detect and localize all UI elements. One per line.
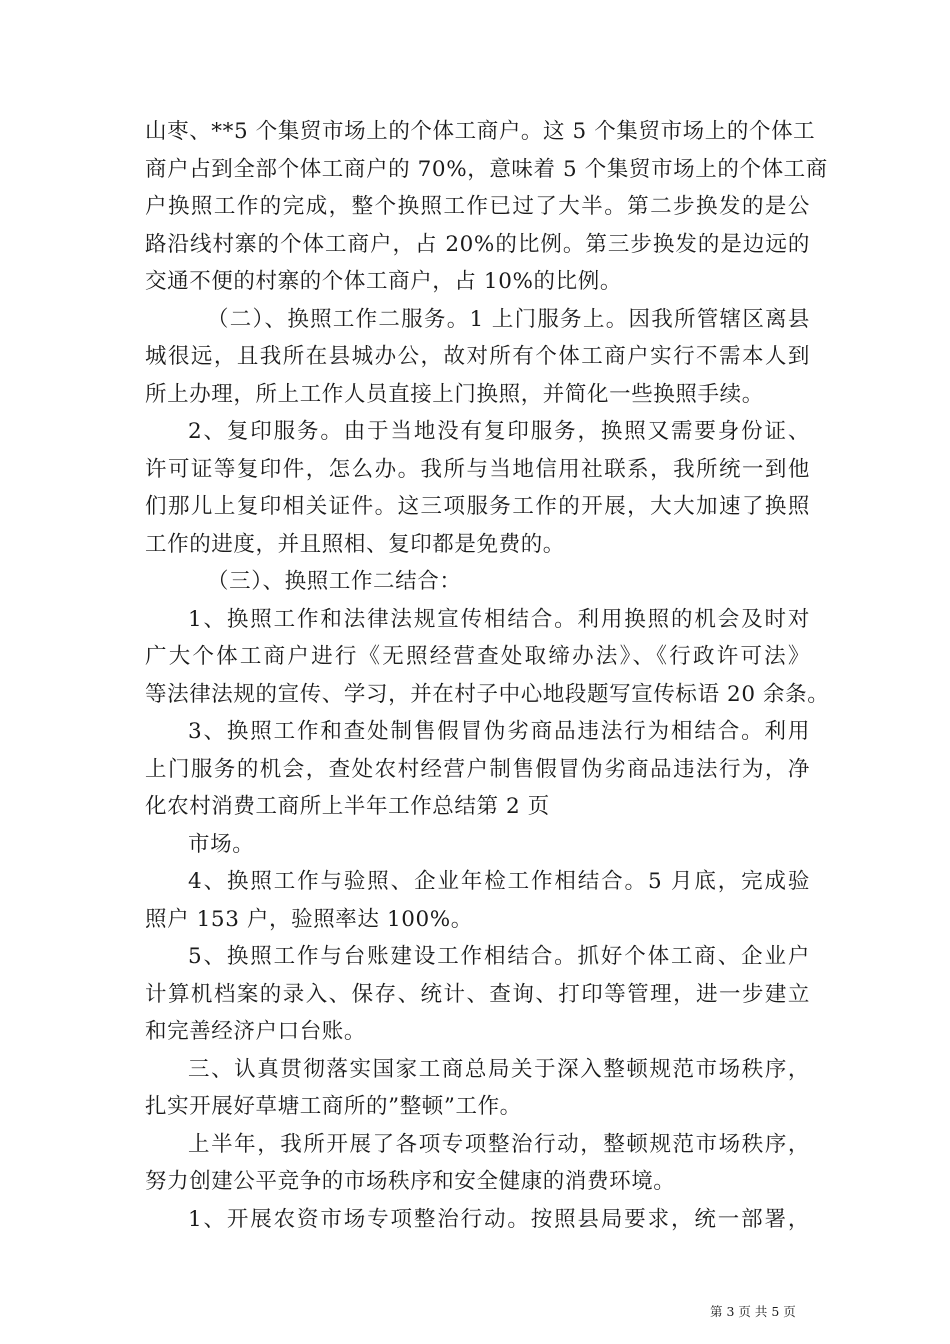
paragraph-line: 户换照工作的完成，整个换照工作已过了大半。第二步换发的是公 <box>145 194 810 219</box>
paragraph-line: 化农村消费工商所上半年工作总结第 2 页 <box>145 794 550 819</box>
paragraph-line: 许可证等复印件，怎么办。我所与当地信用社联系，我所统一到他 <box>145 456 810 482</box>
paragraph-line: 市场。 <box>188 831 255 857</box>
paragraph-line: 交通不便的村寨的个体工商户，占 10%的比例。 <box>145 269 622 294</box>
paragraph-line: 1、换照工作和法律法规宣传相结合。利用换照的机会及时对 <box>188 606 810 632</box>
paragraph-line: 们那儿上复印相关证件。这三项服务工作的开展，大大加速了换照 <box>145 494 810 519</box>
paragraph-line: 山枣、**5 个集贸市场上的个体工商户。这 5 个集贸市场上的个体工 <box>145 119 816 144</box>
paragraph-line: 照户 153 户，验照率达 100%。 <box>145 906 473 932</box>
paragraph-line: 广大个体工商户进行《无照经营查处取缔办法》、《行政许可法》 <box>145 644 810 669</box>
paragraph-line: 努力创建公平竞争的市场秩序和安全健康的消费环境。 <box>145 1169 676 1194</box>
paragraph-line: 所上办理，所上工作人员直接上门换照，并简化一些换照手续。 <box>145 381 764 407</box>
paragraph-line: 城很远，且我所在县城办公，故对所有个体工商户实行不需本人到 <box>145 344 810 369</box>
section-heading: 扎实开展好草塘工商所的”整顿”工作。 <box>145 1094 522 1119</box>
page-number: 第 3 页 共 5 页 <box>710 1304 796 1319</box>
paragraph-line: 计算机档案的录入、保存、统计、查询、打印等管理，进一步建立 <box>145 981 810 1007</box>
section-heading: （三）、换照工作二结合： <box>207 569 462 594</box>
paragraph-line: （二）、换照工作二服务。1 上门服务上。因我所管辖区离县 <box>207 306 810 332</box>
paragraph-line: 上半年，我所开展了各项专项整治行动，整顿规范市场秩序， <box>188 1131 810 1157</box>
paragraph-line: 路沿线村寨的个体工商户，占 20%的比例。第三步换发的是边远的 <box>145 231 810 257</box>
paragraph-line: 和完善经济户口台账。 <box>145 1019 367 1044</box>
document-body <box>145 113 830 1238</box>
paragraph-line: 等法律法规的宣传、学习，并在村子中心地段题写宣传标语 20 余条。 <box>145 681 830 707</box>
paragraph-line: 5、换照工作与台账建设工作相结合。抓好个体工商、企业户 <box>188 944 810 969</box>
paragraph-line: 4、换照工作与验照、企业年检工作相结合。5 月底，完成验 <box>188 869 810 894</box>
paragraph-line: 商户占到全部个体工商户的 70%，意味着 5 个集贸市场上的个体工商 <box>145 156 828 182</box>
paragraph-line: 3、换照工作和查处制售假冒伪劣商品违法行为相结合。利用 <box>188 719 810 744</box>
section-heading: 三、认真贯彻落实国家工商总局关于深入整顿规范市场秩序， <box>188 1056 810 1082</box>
paragraph-line: 1、开展农资市场专项整治行动。按照县局要求，统一部署， <box>188 1206 810 1232</box>
paragraph-line: 上门服务的机会，查处农村经营户制售假冒伪劣商品违法行为，净 <box>145 756 810 782</box>
paragraph-line: 2、复印服务。由于当地没有复印服务，换照又需要身份证、 <box>188 419 810 444</box>
paragraph-line: 工作的进度，并且照相、复印都是免费的。 <box>145 531 565 557</box>
